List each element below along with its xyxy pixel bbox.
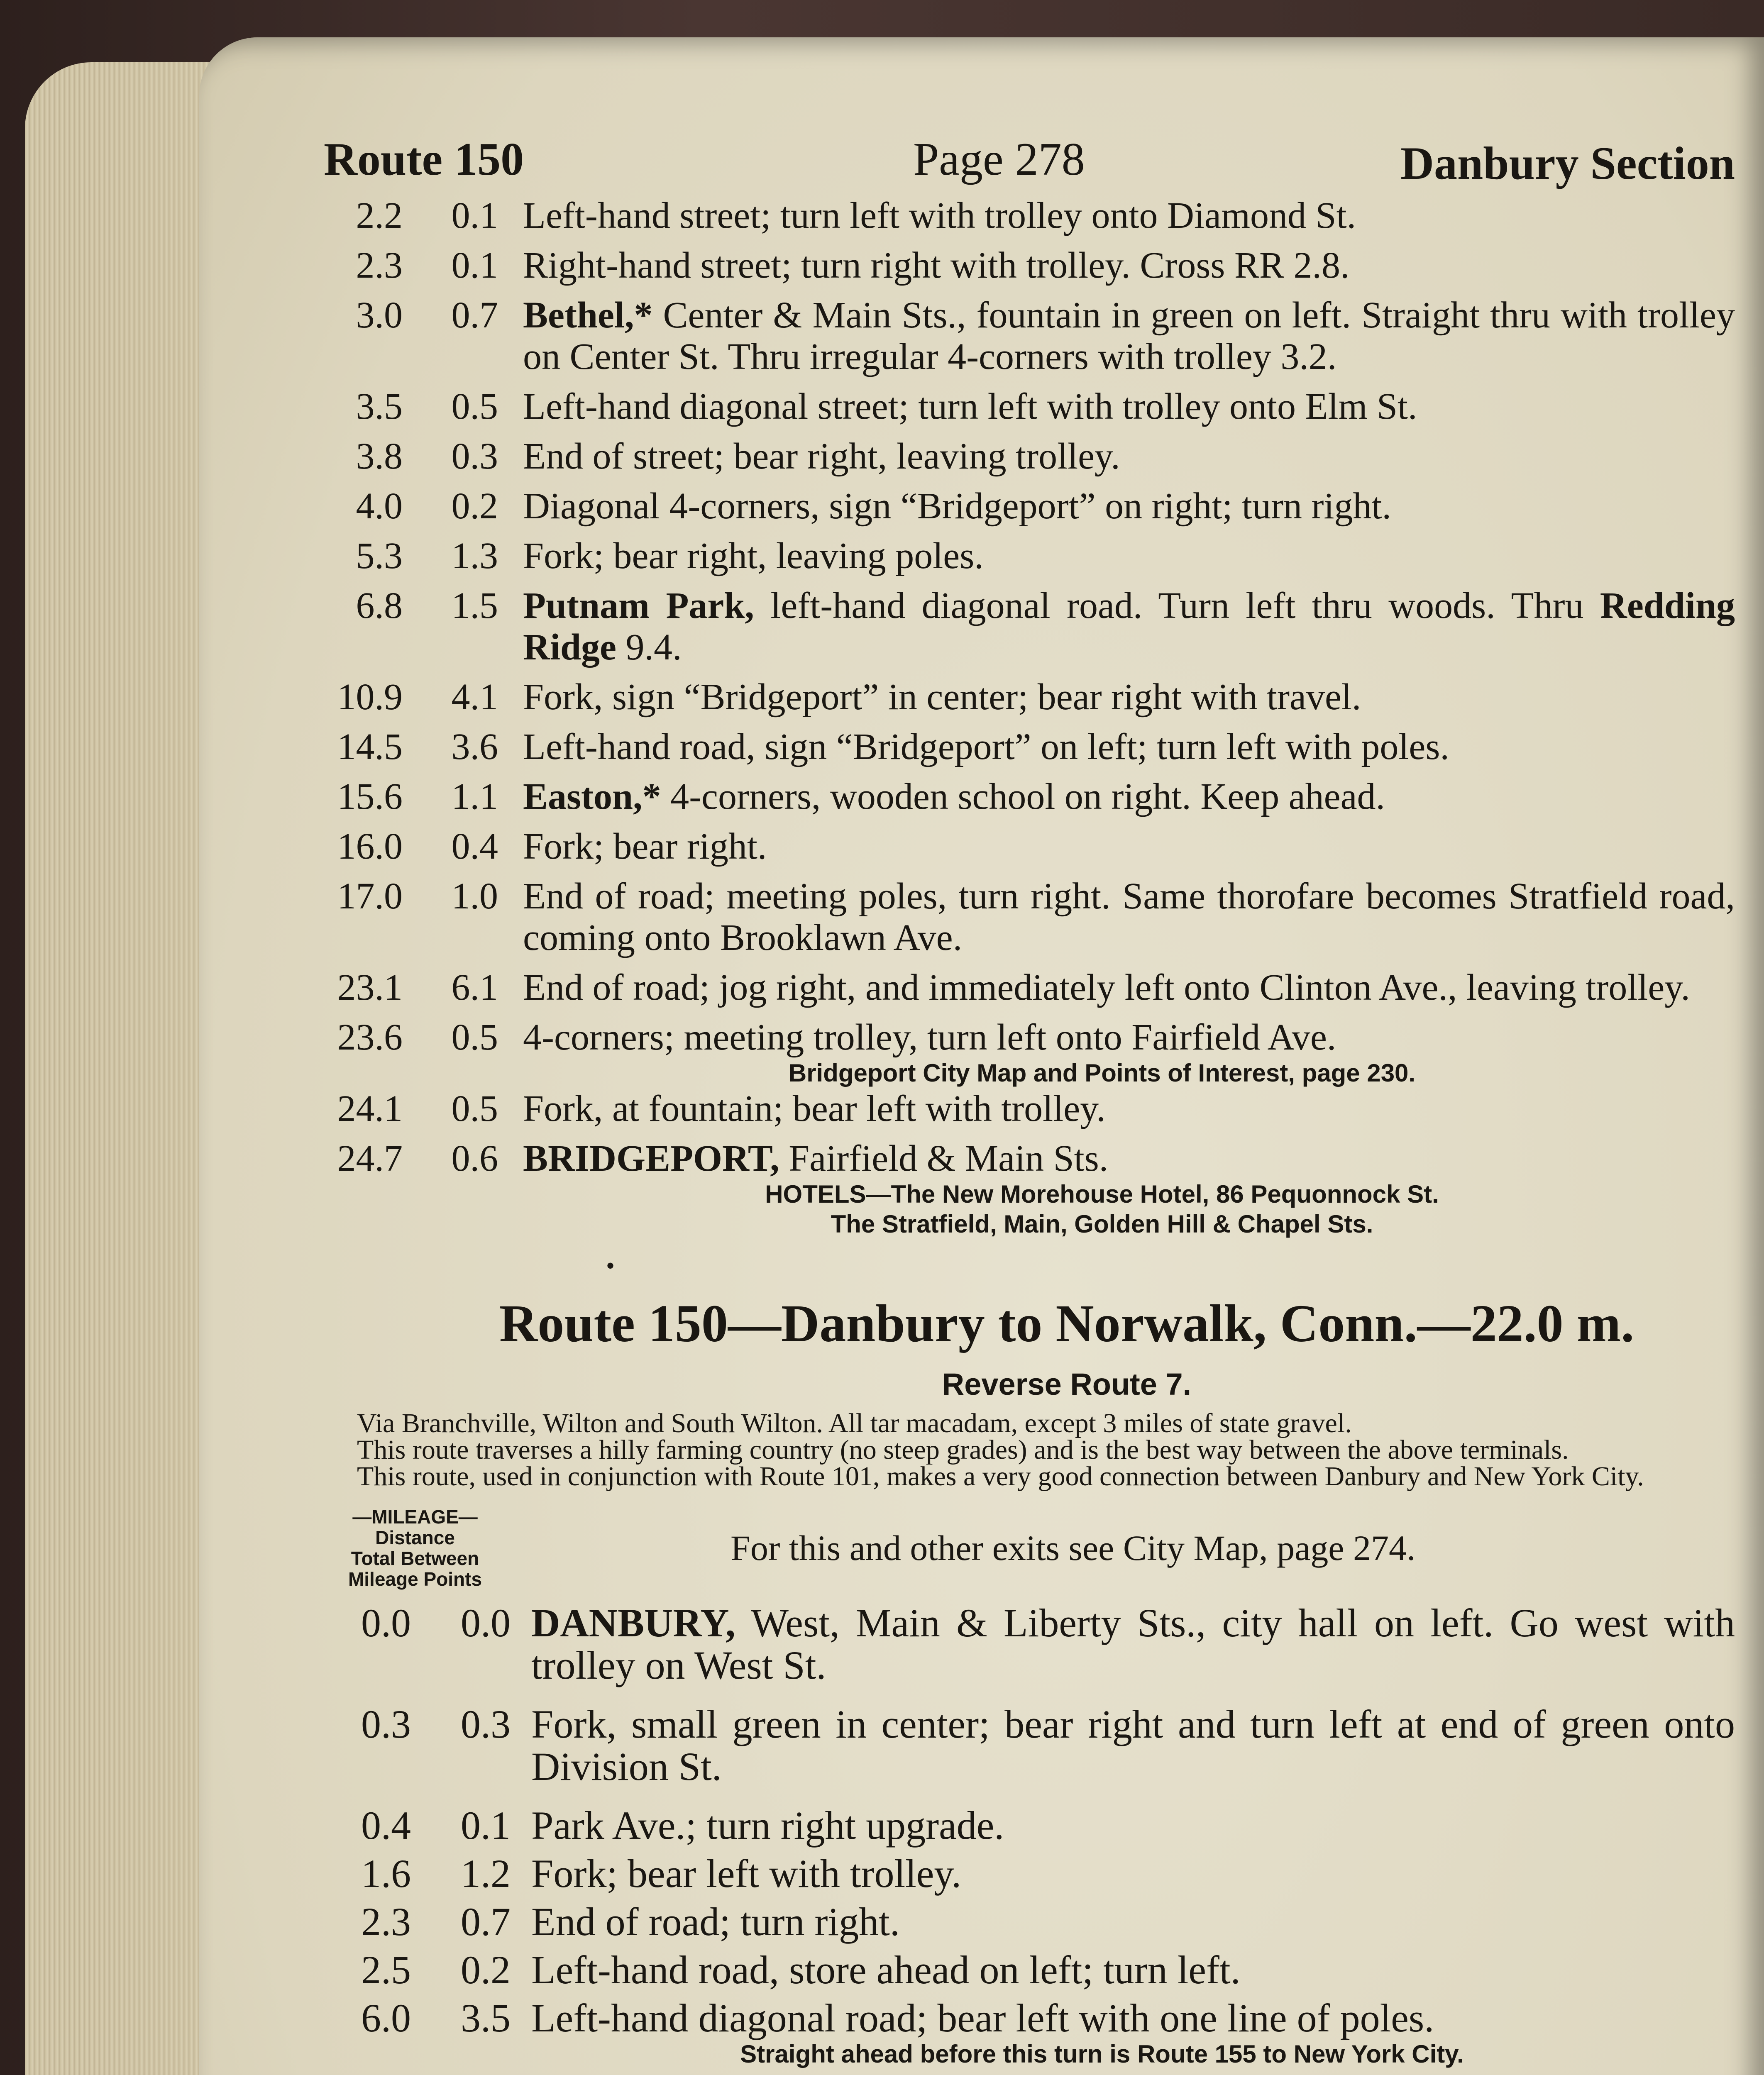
distance-between: 1.3 — [451, 535, 498, 576]
direction-text: End of road; meeting poles, turn right. Same thorofare becomes Stratfield road, coming onto Brooklawn Ave. — [523, 876, 1735, 958]
total-mileage: 1.6 — [361, 1851, 411, 1896]
direction-text: Fork; bear right. — [523, 826, 767, 867]
distance-between: 1.2 — [461, 1851, 511, 1896]
direction-row — [324, 1853, 1735, 1895]
total-mileage: 2.5 — [361, 1948, 411, 1992]
direction-row — [324, 676, 1735, 718]
direction-row — [324, 436, 1735, 477]
mileage-points-label: Mileage Points — [348, 1568, 482, 1590]
distance-between: 1.5 — [451, 585, 498, 626]
direction-text: BRIDGEPORT, Fairfield & Main Sts. — [523, 1138, 1109, 1179]
direction-row — [324, 295, 1735, 378]
direction-text: Left-hand diagonal road; bear left with one line of poles. — [531, 1996, 1434, 2040]
direction-text: End of street; bear right, leaving trolley. — [523, 436, 1120, 477]
direction-text: End of road; jog right, and immediately left onto Clinton Ave., leaving trolley. — [523, 967, 1690, 1008]
total-mileage: 0.0 — [361, 1601, 411, 1645]
direction-row — [324, 535, 1735, 577]
straight-ahead-note: Straight ahead before this turn is Route 155 to New York City. — [740, 2040, 1464, 2068]
direction-text: End of road; turn right. — [531, 1899, 900, 1944]
distance-between: 0.2 — [461, 1948, 511, 1992]
direction-text: Left-hand diagonal street; turn left with trolley onto Elm St. — [523, 386, 1417, 427]
distance-between: 0.7 — [451, 295, 498, 336]
total-mileage: 4.0 — [356, 486, 403, 527]
mileage-column-labels — [328, 1506, 502, 1589]
distance-between: 0.2 — [451, 486, 498, 527]
total-mileage: 3.0 — [356, 295, 403, 336]
direction-text: Fork, small green in center; bear right and turn left at end of green onto Division St. — [531, 1702, 1735, 1789]
distance-between: 0.1 — [451, 195, 498, 236]
direction-text: Left-hand road, sign “Bridgeport” on left; turn left with poles. — [523, 726, 1449, 767]
reverse-route: Reverse Route 7. — [942, 1367, 1192, 1401]
total-mileage: 16.0 — [337, 826, 403, 867]
route-149-directions — [324, 195, 1735, 1058]
direction-text: Diagonal 4-corners, sign “Bridgeport” on right; turn right. — [523, 486, 1392, 527]
direction-text: Easton,* 4-corners, wooden school on right. Keep ahead. — [523, 776, 1385, 817]
direction-text: Fork; bear left with trolley. — [531, 1851, 962, 1896]
total-mileage: 2.2 — [356, 195, 403, 236]
hotels-line-1: HOTELS—The New Morehouse Hotel, 86 Pequonnock St. — [765, 1180, 1439, 1208]
direction-text: Bethel,* Center & Main Sts., fountain in green on left. Straight thru with trolley on Center St. Thru irregular 4-corners with trolley 3.2. — [523, 295, 1735, 377]
direction-row — [324, 1138, 1735, 1179]
route-150-directions — [324, 1602, 1735, 2039]
total-mileage: 15.6 — [337, 776, 403, 817]
direction-row — [324, 386, 1735, 427]
distance-label: Distance — [375, 1527, 455, 1548]
route-title: Route 150—Danbury to Norwalk, Conn.—22.0 m. — [499, 1294, 1635, 1353]
direction-text: Left-hand street; turn left with trolley onto Diamond St. — [523, 195, 1356, 236]
direction-text: Fork, sign “Bridgeport” in center; bear right with travel. — [523, 676, 1361, 718]
distance-between: 1.0 — [451, 876, 498, 917]
hotels-line-2: The Stratfield, Main, Golden Hill & Chapel Sts. — [831, 1210, 1373, 1238]
direction-row — [324, 585, 1735, 668]
distance-between: 0.0 — [461, 1601, 511, 1645]
direction-row — [324, 1703, 1735, 1788]
total-mileage: 2.3 — [356, 245, 403, 286]
direction-row — [324, 1602, 1735, 1687]
intro-paragraph: This route traverses a hilly farming country (no steep grades) and is the best way between the above terminals. — [357, 1435, 1569, 1465]
direction-row — [324, 1997, 1735, 2039]
total-mileage: 17.0 — [337, 876, 403, 917]
distance-between: 0.6 — [451, 1138, 498, 1179]
direction-text: Fork, at fountain; bear left with trolley. — [523, 1088, 1106, 1129]
distance-between: 0.3 — [461, 1702, 511, 1746]
header-page-number: Page 278 — [913, 134, 1085, 185]
total-mileage: 3.8 — [356, 436, 403, 477]
distance-between: 0.5 — [451, 386, 498, 427]
direction-row — [324, 826, 1735, 867]
total-mileage: 14.5 — [337, 726, 403, 767]
distance-between: 0.1 — [451, 245, 498, 286]
route-intro — [324, 1410, 1735, 1490]
total-mileage: 3.5 — [356, 386, 403, 427]
bridgeport-map-note: Bridgeport City Map and Points of Interest, page 230. — [788, 1059, 1416, 1087]
distance-between: 0.5 — [451, 1088, 498, 1129]
running-header — [324, 124, 1735, 195]
total-between-label: Total Between — [351, 1548, 479, 1569]
route-149-directions-end — [324, 1088, 1735, 1179]
direction-row — [324, 1949, 1735, 1991]
total-mileage: 2.3 — [361, 1899, 411, 1944]
direction-row — [324, 1804, 1735, 1847]
total-mileage: 24.7 — [337, 1138, 403, 1179]
header-route: Route 150 — [324, 134, 524, 185]
direction-text: Left-hand road, store ahead on left; turn left. — [531, 1948, 1241, 1992]
total-mileage: 0.4 — [361, 1803, 411, 1848]
direction-text: DANBURY, West, Main & Liberty Sts., city hall on left. Go west with trolley on West St. — [531, 1601, 1735, 1687]
page-content — [324, 124, 1735, 2075]
direction-row — [324, 1017, 1735, 1058]
distance-between: 0.4 — [451, 826, 498, 867]
direction-row — [324, 776, 1735, 818]
city-map-note: For this and other exits see City Map, page 274. — [731, 1528, 1416, 1568]
distance-between: 1.1 — [451, 776, 498, 817]
direction-row — [324, 876, 1735, 959]
total-mileage: 23.6 — [337, 1017, 403, 1058]
distance-between: 0.3 — [451, 436, 498, 477]
distance-between: 3.5 — [461, 1996, 511, 2040]
header-section: Danbury Section — [1400, 138, 1735, 189]
direction-text: Park Ave.; turn right upgrade. — [531, 1803, 1004, 1848]
total-mileage: 5.3 — [356, 535, 403, 576]
total-mileage: 23.1 — [337, 967, 403, 1008]
direction-text: Putnam Park, left-hand diagonal road. Turn left thru woods. Thru Redding Ridge 9.4. — [523, 585, 1735, 668]
intro-paragraph: This route, used in conjunction with Route 101, makes a very good connection between Danbury and New York City. — [357, 1461, 1644, 1492]
direction-text: 4-corners; meeting trolley, turn left onto Fairfield Ave. — [523, 1017, 1336, 1058]
direction-text: Right-hand street; turn right with trolley. Cross RR 2.8. — [523, 245, 1350, 286]
total-mileage: 6.8 — [356, 585, 403, 626]
direction-row — [324, 726, 1735, 768]
direction-text: Fork; bear right, leaving poles. — [523, 535, 984, 576]
direction-row — [324, 1088, 1735, 1130]
total-mileage: 6.0 — [361, 1996, 411, 2040]
total-mileage: 10.9 — [337, 676, 403, 718]
intro-paragraph: Via Branchville, Wilton and South Wilton. All tar macadam, except 3 miles of state gravel. — [357, 1408, 1352, 1438]
distance-between: 0.1 — [461, 1803, 511, 1848]
direction-row — [324, 967, 1735, 1008]
direction-row — [324, 245, 1735, 286]
direction-row — [324, 1901, 1735, 1943]
distance-between: 6.1 — [451, 967, 498, 1008]
direction-row — [324, 195, 1735, 237]
total-mileage: 0.3 — [361, 1702, 411, 1746]
mileage-header — [324, 1506, 1735, 1602]
distance-between: 3.6 — [451, 726, 498, 767]
total-mileage: 24.1 — [337, 1088, 403, 1129]
distance-between: 0.5 — [451, 1017, 498, 1058]
direction-row — [324, 486, 1735, 527]
mileage-label: —MILEAGE— — [352, 1506, 478, 1528]
distance-between: 0.7 — [461, 1899, 511, 1944]
ink-mark: • — [606, 1252, 615, 1279]
distance-between: 4.1 — [451, 676, 498, 718]
